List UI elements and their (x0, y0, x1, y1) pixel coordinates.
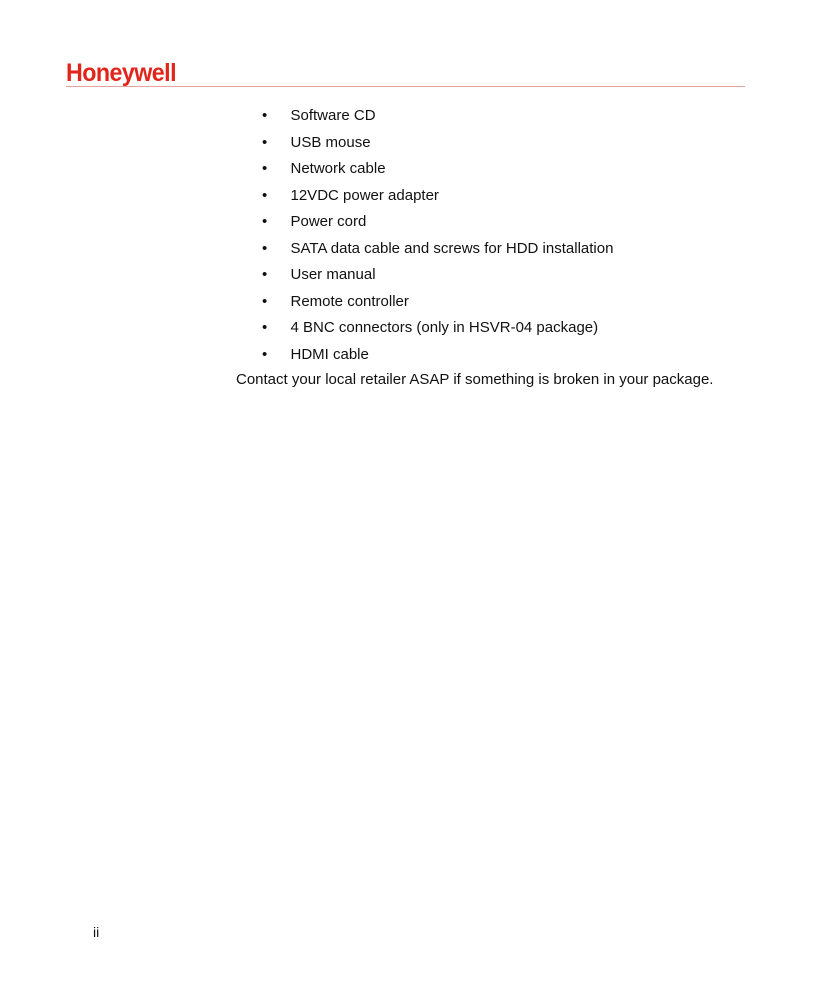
bullet-icon: • (262, 107, 268, 124)
list-item-label: HDMI cable (290, 345, 369, 363)
bullet-icon: • (262, 133, 268, 151)
bullet-icon: • (262, 292, 268, 310)
list-item-label: Power cord (290, 213, 367, 230)
list-item (262, 318, 613, 345)
package-contents-list (262, 106, 613, 371)
list-item (262, 106, 613, 133)
list-item (262, 212, 613, 239)
honeywell-logo: Honeywell (66, 59, 176, 87)
bullet-icon: • (262, 345, 268, 363)
list-item (262, 239, 613, 266)
list-item-label: Software CD (290, 107, 376, 124)
list-item-label: 4 BNC connectors (only in HSVR-04 package) (290, 319, 599, 336)
header-divider (66, 86, 745, 87)
list-item (262, 265, 613, 292)
list-item-label: User manual (290, 266, 376, 283)
list-item-label: Remote controller (290, 292, 409, 310)
list-item (262, 133, 613, 160)
bullet-icon: • (262, 319, 268, 336)
closing-note: Contact your local retailer ASAP if something is broken in your package. (236, 371, 714, 388)
list-item-label: 12VDC power adapter (290, 186, 439, 204)
list-item-label: USB mouse (290, 133, 371, 151)
list-item (262, 186, 613, 213)
list-item (262, 292, 613, 319)
list-item (262, 159, 613, 186)
bullet-icon: • (262, 160, 268, 177)
list-item (262, 345, 613, 372)
bullet-icon: • (262, 213, 268, 230)
bullet-icon: • (262, 186, 268, 204)
bullet-icon: • (262, 266, 268, 283)
page-number: ii (93, 924, 100, 940)
bullet-icon: • (262, 239, 268, 257)
list-item-label: SATA data cable and screws for HDD installation (290, 239, 614, 257)
list-item-label: Network cable (290, 160, 386, 177)
